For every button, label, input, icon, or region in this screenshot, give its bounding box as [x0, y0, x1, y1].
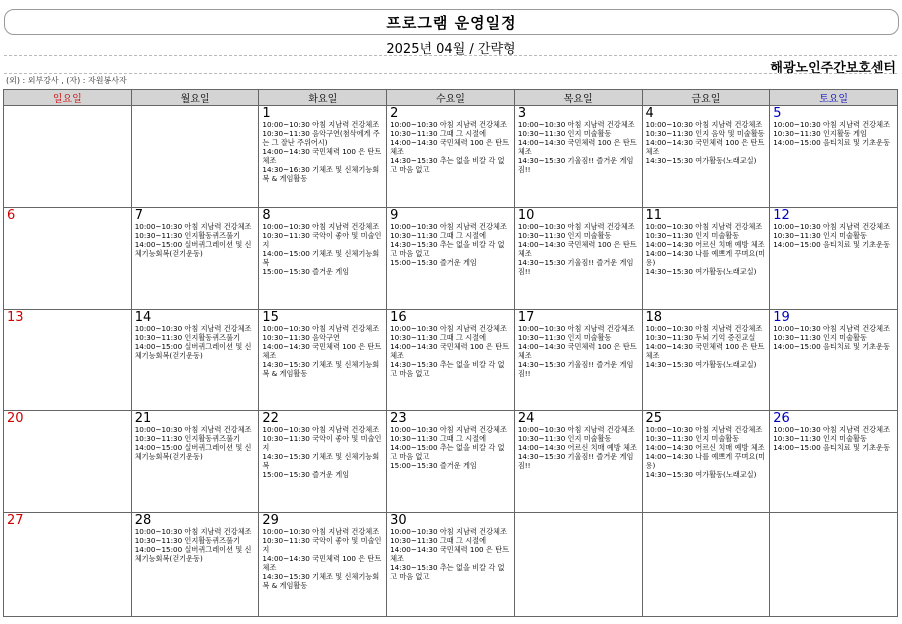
schedule-item: 10:30~11:30 그때 그 시절에 [390, 230, 487, 240]
schedule-item: 15:00~15:30 즐거운 게임 [390, 257, 477, 267]
day-cell [770, 411, 898, 513]
schedule-item: 10:30~11:30 국악이 좋아 및 미술인지 [262, 434, 382, 453]
schedule-item: 10:00~10:30 아침 지남력 건강체조 [262, 120, 380, 129]
day-cell [131, 207, 259, 309]
day-number: 6 [7, 207, 16, 223]
schedule-item: 10:00~10:30 아침 지남력 건강체조 [262, 527, 380, 537]
day-number: 15 [262, 309, 279, 325]
day-number: 20 [7, 411, 24, 427]
schedule-item: 10:00~10:30 아침 지남력 건강체조 [773, 425, 891, 435]
day-cell [642, 411, 770, 513]
schedule-item: 14:30~15:30 추는 없을 비칼 각 없고 마음 없고 [390, 156, 505, 174]
schedule-item: 10:30~11:30 인지 미술활동 [773, 332, 867, 342]
schedule-item: 14:00~14:30 국민체력 100 은 탄트 체조 [262, 341, 382, 360]
schedule-item: 10:00~10:30 아침 지남력 건강체조 [390, 527, 507, 537]
schedule-item: 10:30~11:30 국악이 좋아 및 미술인지 [262, 230, 382, 249]
day-cell [642, 207, 770, 309]
day-cell [259, 106, 387, 208]
weekday-header-row [4, 90, 898, 106]
day-cell [642, 513, 770, 617]
schedule-item: 10:00~10:30 아침 지남력 건강체조 [134, 425, 252, 435]
schedule-item: 14:30~15:30 추는 없을 비칼 각 없고 마음 없고 [390, 563, 505, 582]
schedule-item: 14:00~15:00 기체조 및 신체기능회복 [262, 248, 380, 267]
schedule-item: 10:30~11:30 그때 그 시절에 [390, 129, 487, 138]
schedule-item: 14:00~15:00 음티치료 및 기초운동 [773, 443, 891, 453]
day-number: 23 [390, 411, 407, 427]
day-cell [770, 309, 898, 411]
day-cell [131, 309, 259, 411]
schedule-item: 10:00~10:30 아침 지남력 건강체조 [517, 323, 635, 333]
day-cell [387, 106, 515, 208]
day-cell [259, 411, 387, 513]
day-cell [514, 411, 642, 513]
weekday-header: 월요일 [131, 90, 259, 106]
day-number: 4 [645, 106, 654, 121]
schedule-item: 10:00~10:30 아침 지남력 건강체조 [134, 323, 252, 333]
schedule-item: 14:00~14:30 국민체력 100 은 탄트 체조 [645, 341, 765, 360]
schedule-item: 14:00~14:30 나를 예쁘게 꾸며요(미용) [645, 452, 766, 471]
divider [4, 55, 897, 56]
schedule-item: 10:30~11:30 그때 그 시절에 [390, 332, 487, 342]
day-number: 17 [517, 309, 535, 325]
schedule-item: 10:00~10:30 아침 지남력 건강체조 [773, 120, 891, 129]
schedule-item: 10:30~11:30 인지 미술활동 [517, 434, 612, 444]
day-number: 18 [645, 309, 663, 325]
schedule-item: 14:00~14:30 국민체력 100 은 탄트 체조 [390, 341, 510, 360]
schedule-item: 14:00~14:30 국민체력 100 은 탄트 체조 [517, 341, 637, 360]
schedule-item: 15:00~15:30 즐거운 게임 [390, 461, 477, 471]
day-cell [770, 513, 898, 617]
day-number: 3 [517, 106, 527, 121]
schedule-item: 14:30~15:30 기울짐!! 즐거운 게임짐!! [517, 156, 634, 174]
day-cell [4, 309, 132, 411]
day-cell [514, 106, 642, 208]
schedule-item: 14:30~15:30 추는 없을 비칼 각 없고 마음 없고 [390, 239, 505, 258]
week-row [4, 513, 898, 617]
schedule-item: 14:00~15:00 음티치료 및 기초운동 [773, 138, 891, 147]
schedule-item: 10:30~11:30 인지 미술활동 [517, 129, 612, 138]
schedule-item: 14:30~15:30 기체조 및 신체기능회복 & 게임활동 [262, 572, 380, 591]
schedule-item: 10:00~10:30 아침 지남력 건강체조 [517, 425, 635, 435]
schedule-item: 14:30~15:30 여가활동(노래교실) [645, 156, 757, 165]
schedule-item: 14:00~14:30 어르신 치매 예방 체조 [517, 443, 637, 453]
schedule-item: 14:00~15:00 실버퀴그레이션 및 신체기능회복(걷기운동) [134, 443, 252, 462]
schedule-item: 10:00~10:30 아침 지남력 건강체조 [645, 221, 763, 231]
schedule-item: 14:00~15:00 실버퀴그레이션 및 신체기능회복(걷기운동) [134, 341, 252, 360]
weekday-header: 화요일 [259, 90, 387, 106]
day-number: 19 [773, 309, 790, 325]
day-number: 8 [262, 207, 271, 223]
day-cell [4, 411, 132, 513]
schedule-item: 10:30~11:30 인지활동퀴즈풀기 [134, 536, 240, 546]
schedule-item: 10:30~11:30 음악구연 [262, 332, 340, 342]
schedule-item: 10:30~11:30 인지활동퀴즈풀기 [134, 230, 240, 240]
day-cell [514, 309, 642, 411]
schedule-item: 10:00~10:30 아침 지남력 건강체조 [390, 221, 507, 231]
schedule-item: 14:30~16:30 기체조 및 신체기능회복 & 게임활동 [262, 165, 380, 183]
schedule-item: 14:00~14:30 국민체력 100 은 탄트 체조 [262, 554, 382, 573]
day-cell [131, 106, 259, 208]
day-cell [4, 207, 132, 309]
day-number: 5 [773, 106, 782, 121]
schedule-item: 14:30~15:30 여가활동(노래교실) [645, 470, 757, 480]
schedule-item: 10:00~10:30 아침 지남력 건강체조 [390, 120, 507, 129]
schedule-item: 14:00~15:00 추는 없을 비칼 각 없고 마음 없고 [390, 443, 505, 462]
schedule-item: 10:00~10:30 아침 지남력 건강체조 [262, 323, 380, 333]
week-row [4, 106, 898, 208]
schedule-item: 14:00~15:00 음티치료 및 기초운동 [773, 239, 891, 249]
day-cell [770, 207, 898, 309]
schedule-item: 14:00~14:30 어르신 치매 예방 체조 [645, 443, 765, 453]
schedule-item: 10:30~11:30 인지 미술활동 [517, 230, 612, 240]
divider [4, 73, 897, 74]
schedule-item: 10:30~11:30 인지 미술활동 [645, 230, 740, 240]
schedule-item: 10:00~10:30 아침 지남력 건강체조 [262, 221, 380, 231]
schedule-item: 14:30~15:30 기울짐!! 즐거운 게임짐!! [517, 452, 634, 471]
day-cell [514, 513, 642, 617]
schedule-item: 10:30~11:30 국악이 좋아 및 미술인지 [262, 536, 382, 555]
weekday-header: 목요일 [514, 90, 642, 106]
week-row [4, 411, 898, 513]
legend: (외) : 외부강사 , (자) : 자원봉사자 [6, 76, 127, 85]
day-cell [387, 513, 515, 617]
weekday-header: 토요일 [770, 90, 898, 106]
schedule-item: 10:00~10:30 아침 지남력 건강체조 [390, 425, 507, 435]
day-number: 13 [7, 309, 24, 325]
day-number: 14 [134, 309, 152, 325]
day-cell [642, 309, 770, 411]
schedule-item: 15:00~15:30 즐거운 게임 [262, 470, 350, 480]
schedule-item: 10:00~10:30 아침 지남력 건강체조 [645, 120, 763, 129]
center-name: 해광노인주간보호센터 [770, 61, 896, 76]
day-number: 11 [645, 207, 663, 223]
day-number: 9 [390, 207, 399, 223]
day-number: 2 [390, 106, 399, 121]
schedule-item: 14:30~15:30 기울짐!! 즐거운 게임짐!! [517, 257, 634, 276]
schedule-item: 10:30~11:30 인지활동퀴즈풀기 [134, 434, 240, 444]
schedule-item: 10:30~11:30 인지 미술활동 [773, 434, 867, 444]
day-cell [259, 513, 387, 617]
page-title-box [4, 9, 899, 35]
day-number: 30 [390, 513, 407, 529]
day-cell [514, 207, 642, 309]
schedule-item: 14:30~15:30 여가활동(노래교실) [645, 359, 757, 369]
day-number: 10 [517, 207, 535, 223]
schedule-item: 10:30~11:30 두뇌 기억 증진교실 [645, 332, 756, 342]
schedule-item: 14:30~15:30 기체조 및 신체기능회복 & 게임활동 [262, 359, 380, 378]
schedule-item: 10:00~10:30 아침 지남력 건강체조 [773, 221, 891, 231]
schedule-item: 10:30~11:30 음악구연(첨삭에게 주는 그 잘난 주위어시) [262, 129, 380, 147]
day-cell [770, 106, 898, 208]
schedule-item: 10:30~11:30 그때 그 시절에 [390, 536, 487, 546]
schedule-item: 14:00~15:00 음티치료 및 기초운동 [773, 341, 891, 351]
day-number: 21 [134, 411, 152, 427]
week-row [4, 207, 898, 309]
schedule-item: 14:00~14:30 국민체력 100 은 탄트 체조 [517, 138, 637, 156]
day-cell [131, 513, 259, 617]
schedule-item: 10:30~11:30 인지 음악 및 미술활동 [645, 129, 765, 138]
day-number: 26 [773, 411, 790, 427]
week-row [4, 309, 898, 411]
schedule-item: 14:00~14:30 국민체력 100 은 탄트 체조 [390, 545, 510, 564]
schedule-item: 14:30~15:30 기울짐!! 즐거운 게임짐!! [517, 359, 634, 378]
schedule-item: 10:00~10:30 아침 지남력 건강체조 [517, 221, 635, 231]
schedule-item: 10:30~11:30 그때 그 시절에 [390, 434, 487, 444]
day-number: 28 [134, 513, 152, 529]
day-cell [387, 309, 515, 411]
page-subtitle: 2025년 04월 / 간략형 [386, 42, 516, 57]
schedule-item: 10:00~10:30 아침 지남력 건강체조 [773, 323, 891, 333]
day-cell [131, 411, 259, 513]
page-title: 프로그램 운영일정 [386, 13, 517, 32]
day-cell [387, 207, 515, 309]
schedule-item: 14:00~14:30 어르신 치매 예방 체조 [645, 239, 765, 249]
schedule-item: 10:00~10:30 아침 지남력 건강체조 [645, 323, 763, 333]
schedule-item: 14:00~14:30 국민체력 100 은 탄트 체조 [262, 147, 382, 165]
schedule-item: 14:30~15:30 추는 없을 비칼 각 없고 마음 없고 [390, 359, 505, 378]
schedule-item: 10:00~10:30 아침 지남력 건강체조 [134, 527, 252, 537]
schedule-item: 10:30~11:30 인지 미술활동 [773, 230, 867, 240]
schedule-item: 14:30~15:30 기체조 및 신체기능회복 [262, 452, 380, 471]
schedule-item: 10:30~11:30 인지 미술활동 [645, 434, 740, 444]
weekday-header: 금요일 [642, 90, 770, 106]
schedule-item: 10:30~11:30 인지활동 게임 [773, 129, 867, 138]
day-number: 25 [645, 411, 663, 427]
schedule-item: 10:00~10:30 아침 지남력 건강체조 [517, 120, 635, 129]
day-number: 29 [262, 513, 279, 529]
day-cell [4, 106, 132, 208]
day-cell [387, 411, 515, 513]
schedule-item: 10:00~10:30 아침 지남력 건강체조 [262, 425, 380, 435]
day-cell [642, 106, 770, 208]
schedule-item: 10:00~10:30 아침 지남력 건강체조 [134, 221, 252, 231]
calendar-table [3, 89, 898, 617]
schedule-item: 14:00~14:30 국민체력 100 은 탄트 체조 [517, 239, 637, 258]
schedule-item: 10:00~10:30 아침 지남력 건강체조 [390, 323, 507, 333]
day-cell [259, 309, 387, 411]
day-number: 16 [390, 309, 407, 325]
schedule-item: 15:00~15:30 즐거운 게임 [262, 266, 350, 276]
weekday-header: 수요일 [387, 90, 515, 106]
schedule-item: 14:00~14:30 국민체력 100 은 탄트 체조 [645, 138, 765, 156]
schedule-item: 14:00~15:00 실버퀴그레이션 및 신체기능회복(걷기운동) [134, 239, 252, 258]
day-number: 27 [7, 513, 24, 529]
weekday-header: 일요일 [4, 90, 132, 106]
schedule-item: 14:30~15:30 여가활동(노래교실) [645, 266, 757, 276]
day-number: 12 [773, 207, 790, 223]
day-cell [4, 513, 132, 617]
day-number: 1 [262, 106, 271, 121]
day-number: 7 [134, 207, 143, 223]
schedule-item: 14:00~14:30 나를 예쁘게 꾸며요(미용) [645, 248, 766, 267]
schedule-item: 10:30~11:30 인지활동퀴즈풀기 [134, 332, 240, 342]
schedule-item: 10:00~10:30 아침 지남력 건강체조 [645, 425, 763, 435]
day-number: 22 [262, 411, 279, 427]
schedule-item: 14:00~15:00 실버퀴그레이션 및 신체기능회복(걷기운동) [134, 545, 252, 564]
day-number: 24 [517, 411, 535, 427]
schedule-item: 10:30~11:30 인지 미술활동 [517, 332, 612, 342]
schedule-item: 14:00~14:30 국민체력 100 은 탄트 체조 [390, 138, 510, 156]
day-cell [259, 207, 387, 309]
